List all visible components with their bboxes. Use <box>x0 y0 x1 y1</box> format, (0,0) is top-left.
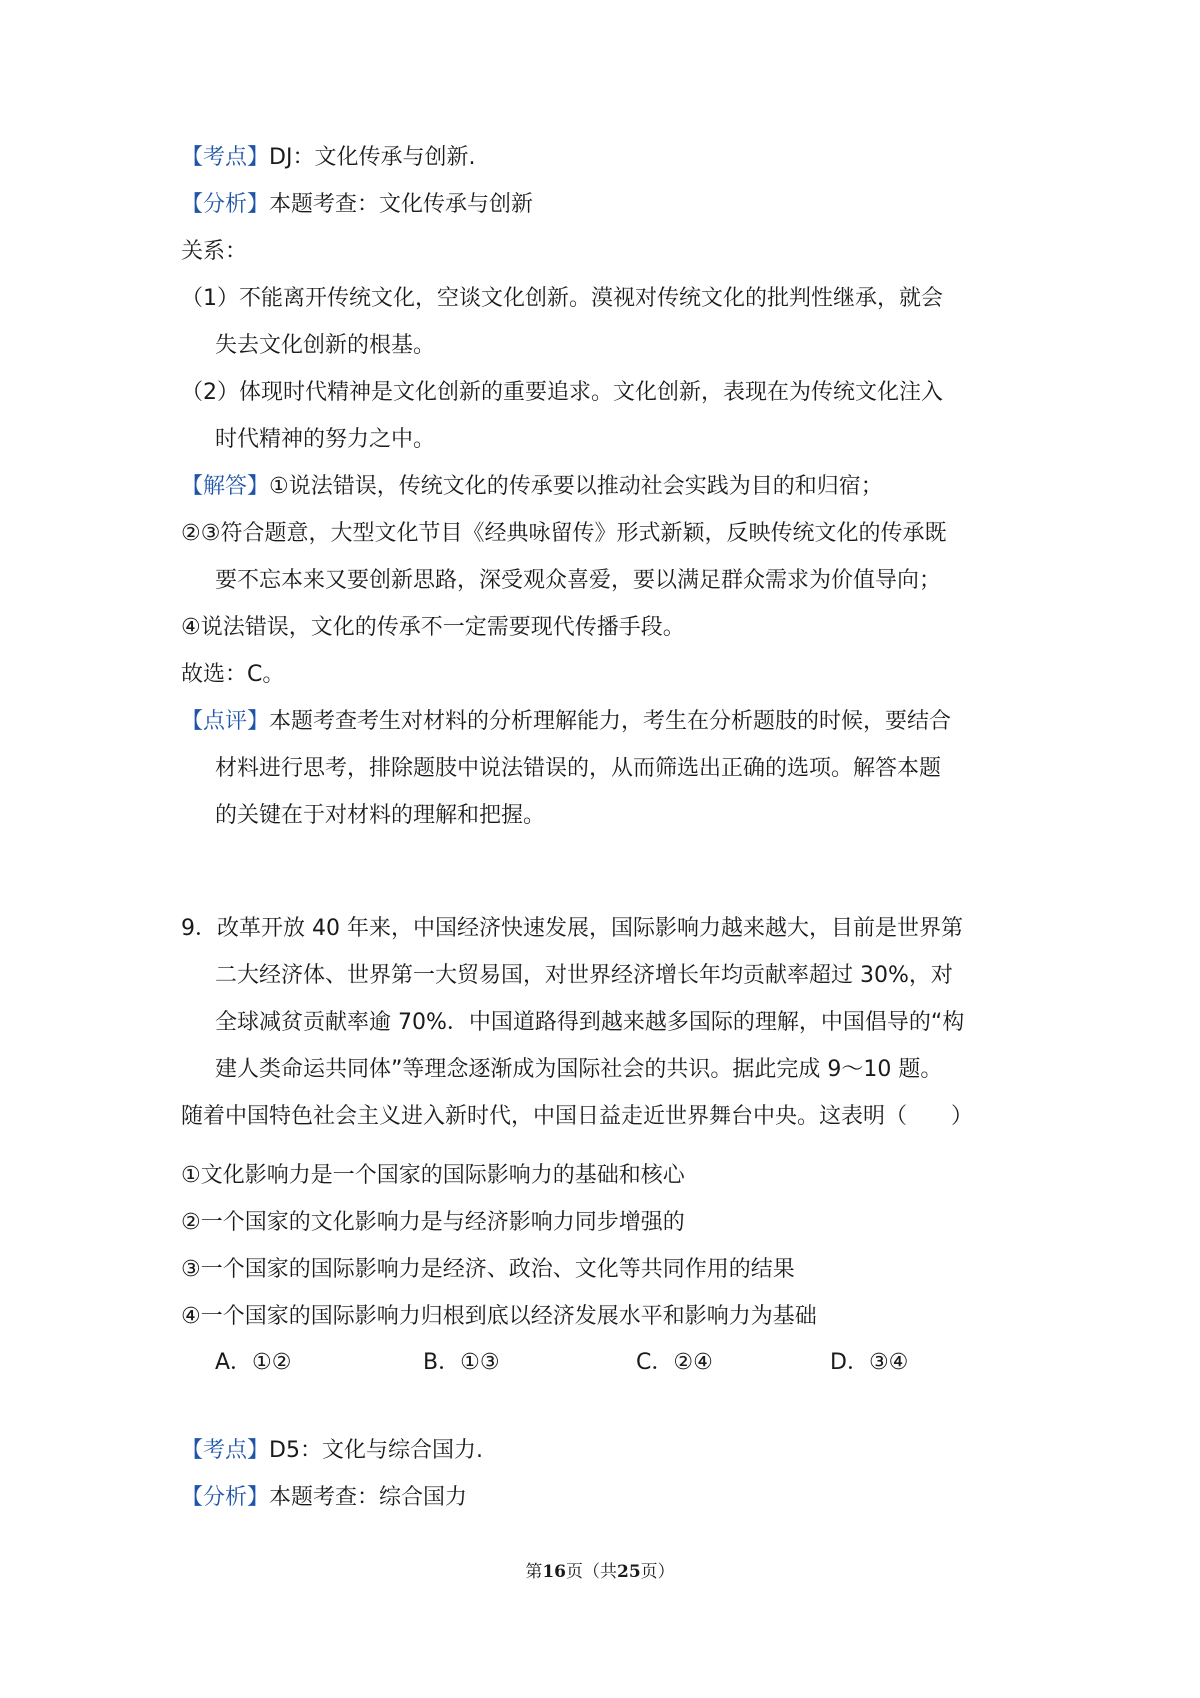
dianping-text: 本题考查考生对材料的分析理解能力，考生在分析题肢的时候，要结合 <box>269 709 952 734</box>
page-number: 16 <box>542 1562 566 1582</box>
footer-mid: 页（共 <box>566 1562 617 1582</box>
option-c: C．②④ <box>636 1350 713 1375</box>
point-2-line-b: 时代精神的努力之中。 <box>215 427 436 452</box>
q9-stem-c: 全球减贫贡献率逾 70%．中国道路得到越来越多国际的理解，中国倡导的“构 <box>215 1010 965 1035</box>
q9-item-4: ④一个国家的国际影响力归根到底以经济发展水平和影响力为基础 <box>181 1304 817 1329</box>
kaodian-2-line <box>181 1436 483 1466</box>
jieda-line-2a: ②③符合题意，大型文化节目《经典咏留传》形式新颖，反映传统文化的传承既 <box>181 521 947 546</box>
jieda-tag: 【解答】 <box>181 474 270 499</box>
dianping-line-c: 的关键在于对材料的理解和把握。 <box>215 803 546 828</box>
q9-question: 随着中国特色社会主义进入新时代，中国日益走近世界舞台中央。这表明（ ） <box>181 1104 974 1129</box>
option-b: B．①③ <box>423 1350 500 1375</box>
footer-pre: 第 <box>525 1562 543 1582</box>
option-d: D．③④ <box>830 1350 909 1375</box>
fenxi-2-line <box>181 1483 467 1513</box>
point-2-line-a: （2）体现时代精神是文化创新的重要追求。文化创新，表现在为传统文化注入 <box>181 380 943 405</box>
q9-stem-d: 建人类命运共同体”等理念逐渐成为国际社会的共识。据此完成 9～10 题。 <box>215 1057 943 1082</box>
page-total: 25 <box>617 1562 641 1582</box>
dianping-tag: 【点评】 <box>181 709 270 734</box>
fenxi-text: 本题考查：文化传承与创新 <box>269 192 534 217</box>
fenxi-2-tag: 【分析】 <box>181 1485 270 1510</box>
answer-line: 故选：C。 <box>181 662 285 687</box>
point-1-line-b: 失去文化创新的根基。 <box>215 333 436 358</box>
q9-item-3: ③一个国家的国际影响力是经济、政治、文化等共同作用的结果 <box>181 1257 795 1282</box>
kaodian-2-text: D5：文化与综合国力. <box>269 1438 483 1463</box>
jieda-text: ①说法错误，传统文化的传承要以推动社会实践为目的和归宿； <box>269 474 883 499</box>
kaodian-tag: 【考点】 <box>181 145 270 170</box>
relation-label: 关系： <box>181 239 248 264</box>
point-1-line-a: （1）不能离开传统文化，空谈文化创新。漠视对传统文化的批判性继承，就会 <box>181 286 943 311</box>
kaodian-text: DJ：文化传承与创新. <box>269 145 476 170</box>
q9-stem-a: 9．改革开放 40 年来，中国经济快速发展，国际影响力越来越大，目前是世界第 <box>181 916 963 941</box>
dianping-line-b: 材料进行思考，排除题肢中说法错误的，从而筛选出正确的选项。解答本题 <box>215 756 942 781</box>
kaodian-line <box>181 143 475 173</box>
fenxi-2-text: 本题考查：综合国力 <box>269 1485 468 1510</box>
q9-item-1: ①文化影响力是一个国家的国际影响力的基础和核心 <box>181 1163 685 1188</box>
dianping-line <box>181 707 951 737</box>
page-footer <box>0 1557 1200 1582</box>
kaodian-2-tag: 【考点】 <box>181 1438 270 1463</box>
q9-stem-b: 二大经济体、世界第一大贸易国，对世界经济增长年均贡献率超过 30%，对 <box>215 963 953 988</box>
option-a: A．①② <box>215 1350 292 1375</box>
jieda-line-2b: 要不忘本来又要创新思路，深受观众喜爱，要以满足群众需求为价值导向； <box>215 568 942 593</box>
fenxi-line <box>181 190 533 220</box>
jieda-line-4: ④说法错误，文化的传承不一定需要现代传播手段。 <box>181 615 685 640</box>
jieda-line <box>181 472 883 502</box>
fenxi-tag: 【分析】 <box>181 192 270 217</box>
footer-post: 页） <box>640 1562 675 1582</box>
q9-item-2: ②一个国家的文化影响力是与经济影响力同步增强的 <box>181 1210 685 1235</box>
